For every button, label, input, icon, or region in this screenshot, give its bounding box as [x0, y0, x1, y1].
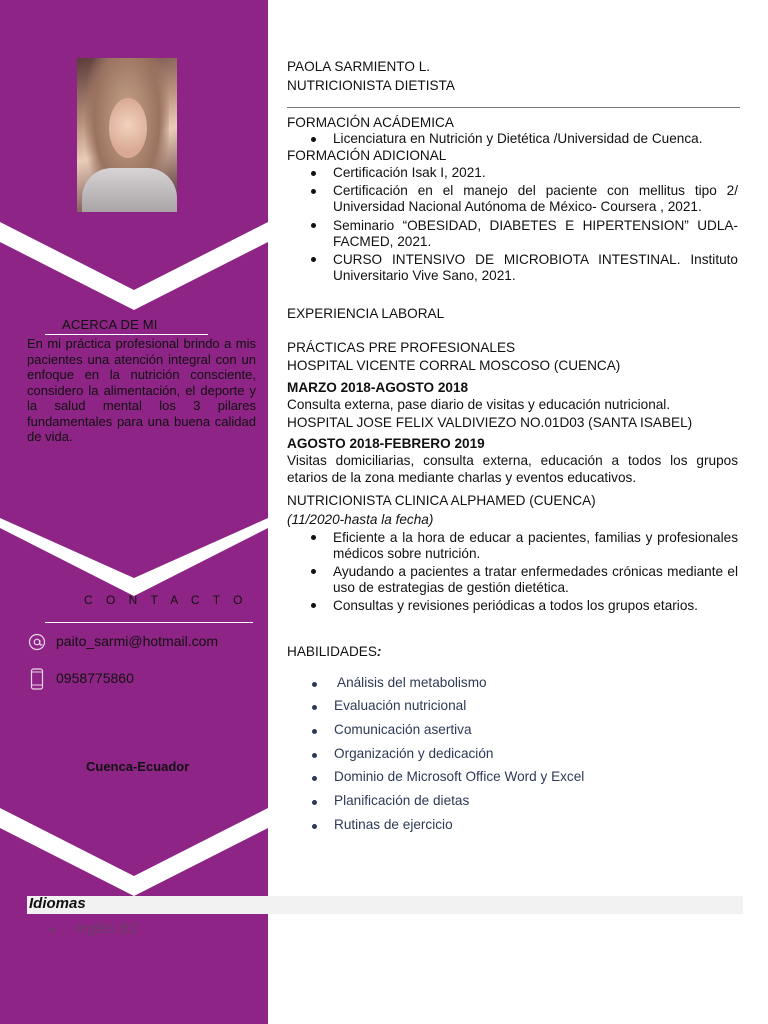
- location: Cuenca-Ecuador: [86, 759, 190, 774]
- skill-item: Planificación de dietas: [334, 793, 470, 808]
- skills-title: HABILIDADES:: [287, 644, 382, 659]
- chevron-divider-bottom: [0, 808, 268, 900]
- skill-item: Evaluación nutricional: [334, 698, 467, 713]
- about-underline: [45, 334, 208, 335]
- about-text: En mi práctica profesional brindo a mis pacientes una atención integral con un enfoque en la nutrición consciente, considero la alimentación, el deporte y la salud mental los 3 pilares fundamentales para una buena calidad de vida.: [27, 336, 256, 444]
- additional-item: Seminario “OBESIDAD, DIABETES E HIPERTENSION” UDLA-FACMED, 2021.: [333, 218, 738, 249]
- header-rule: [287, 107, 740, 108]
- chevron-divider-top: [0, 222, 268, 314]
- chevron-divider-middle: [0, 508, 268, 598]
- skill-item: Organización y dedicación: [334, 746, 494, 761]
- job-title: NUTRICIONISTA CLINICA ALPHAMED (CUENCA): [287, 493, 596, 508]
- mobile-phone-icon: [28, 668, 46, 690]
- skill-item: Comunicación asertiva: [334, 722, 472, 737]
- phone-text: 0958775860: [56, 670, 134, 686]
- at-sign-icon: [28, 631, 46, 653]
- education-item: Licenciatura en Nutrición y Dietética /Universidad de Cuenca.: [333, 131, 703, 146]
- additional-item: CURSO INTENSIVO DE MICROBIOTA INTESTINAL. Instituto Universitario Vive Sano, 2021.: [333, 252, 738, 283]
- job-item: Eficiente a la hora de educar a pacientes, familias y profesionales médicos sobre nutrición.: [333, 530, 738, 561]
- skill-item: Análisis del metabolismo: [337, 675, 487, 690]
- languages-bar: [27, 896, 743, 914]
- contact-underline: [45, 622, 253, 623]
- additional-item: Certificación Isak I, 2021.: [333, 165, 486, 180]
- about-title: ACERCA DE MI: [62, 317, 158, 332]
- job-period: (11/2020-hasta la fecha): [287, 512, 434, 527]
- description-1: Consulta externa, pase diario de visitas y educación nutricional.: [287, 397, 671, 412]
- candidate-title: NUTRICIONISTA DIETISTA: [287, 78, 455, 93]
- languages-title: Idiomas: [29, 895, 86, 912]
- hospital-2: HOSPITAL JOSE FELIX VALDIVIEZO NO.01D03 (SANTA ISABEL): [287, 415, 693, 430]
- contact-title: C O N T A C T O: [84, 593, 248, 607]
- job-item: Ayudando a pacientes a tratar enfermedades crónicas mediante el uso de estrategias de gestión dietética.: [333, 564, 738, 595]
- job-item: Consultas y revisiones periódicas a todos los grupos etarios.: [333, 598, 698, 613]
- additional-item: Certificación en el manejo del paciente con mellitus tipo 2/ Universidad Nacional Autónoma de México- Coursera , 2021.: [333, 183, 738, 214]
- email-text: paito_sarmi@hotmail.com: [56, 633, 219, 649]
- experience-title: EXPERIENCIA LABORAL: [287, 306, 445, 321]
- sidebar: [0, 0, 268, 1024]
- description-2: Visitas domiciliarias, consulta externa, educación a todos los grupos etarios de la zona mediante charlas y eventos educativos.: [287, 453, 738, 485]
- period-1: MARZO 2018-AGOSTO 2018: [287, 380, 469, 395]
- skill-item: Dominio de Microsoft Office Word y Excel: [334, 769, 585, 784]
- practices-title: PRÁCTICAS PRE PROFESIONALES: [287, 340, 516, 355]
- education-title: FORMACIÓN ACÁDEMICA: [287, 115, 454, 130]
- period-2: AGOSTO 2018-FEBRERO 2019: [287, 436, 485, 451]
- additional-education-title: FORMACIÓN ADICIONAL: [287, 148, 447, 163]
- candidate-name: PAOLA SARMIENTO L.: [287, 59, 431, 74]
- skill-item: Rutinas de ejercicio: [334, 817, 453, 832]
- profile-photo: [77, 58, 177, 212]
- hospital-1: HOSPITAL VICENTE CORRAL MOSCOSO (CUENCA): [287, 358, 621, 373]
